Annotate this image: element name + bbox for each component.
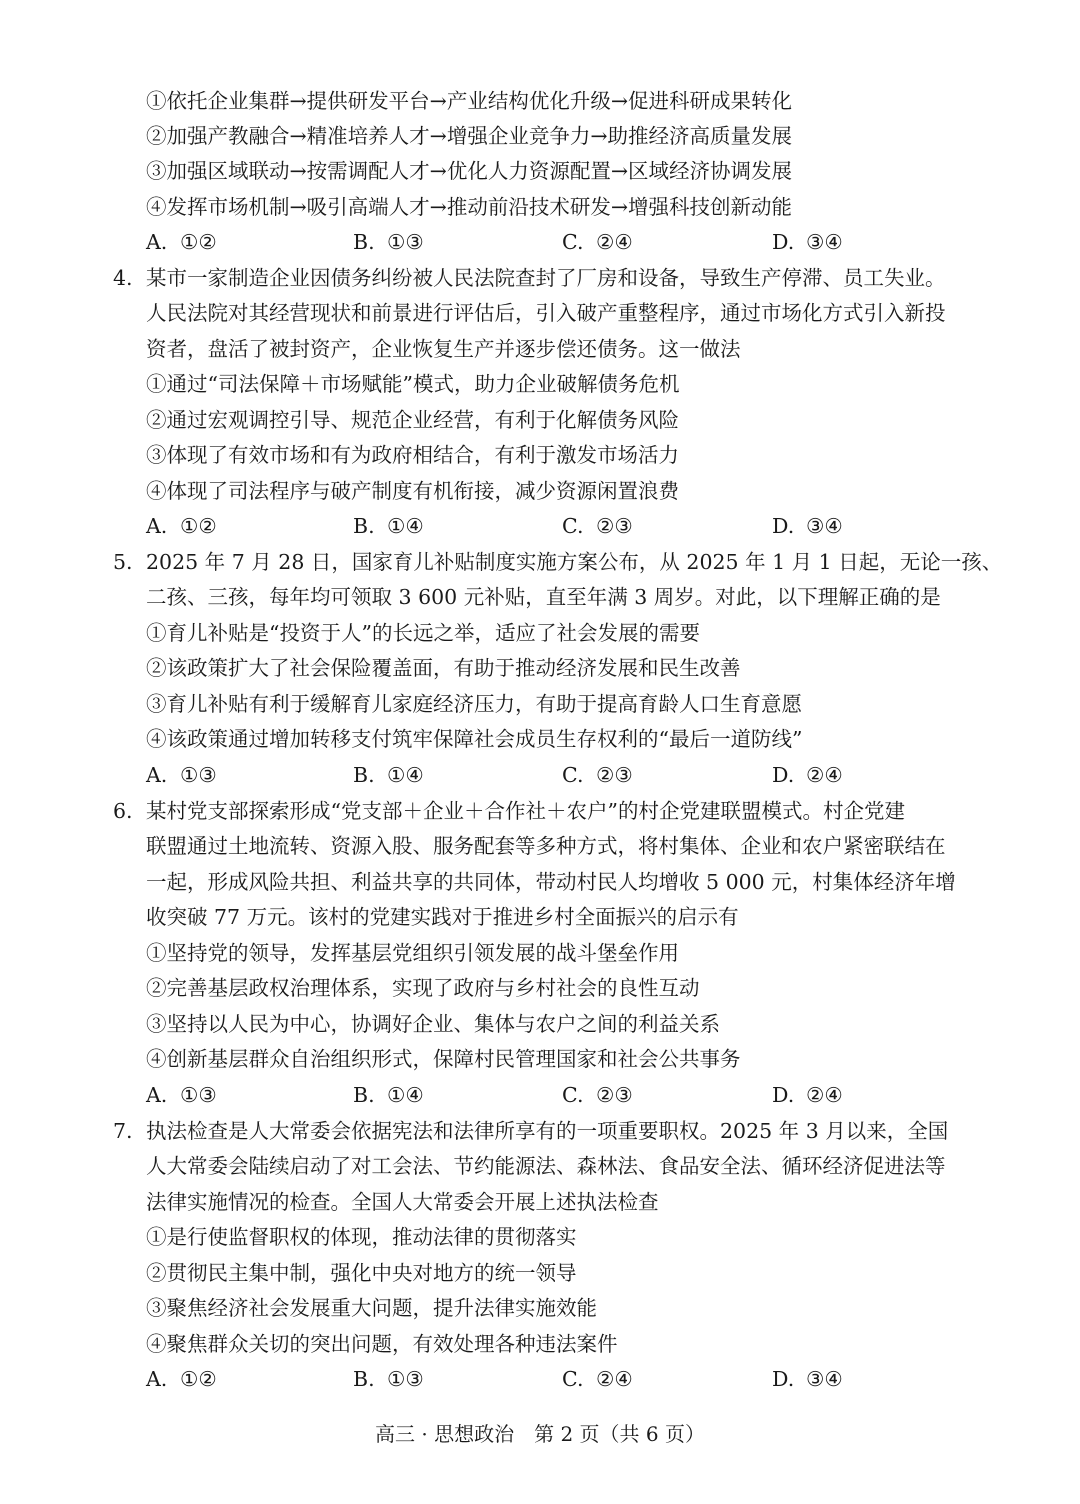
option-d: D. ③④ [772,1367,843,1391]
question-6-stem: 6. 某村党支部探索形成“党支部＋企业＋合作社＋农户”的村企党建联盟模式。村企党建 [113,799,905,823]
statement-line: ②完善基层政权治理体系，实现了政府与乡村社会的良性互动 [146,976,700,1000]
option-a: A. ①② [146,230,217,254]
statement-line: ④创新基层群众自治组织形式，保障村民管理国家和社会公共事务 [146,1047,741,1071]
statement-line: ②加强产教融合→精准培养人才→增强企业竞争力→助推经济高质量发展 [146,124,793,148]
statement-line: ④该政策通过增加转移支付筑牢保障社会成员生存权利的“最后一道防线” [146,727,803,751]
statement-line: ④聚焦群众关切的突出问题，有效处理各种违法案件 [146,1332,618,1356]
option-c: C. ②④ [562,1367,633,1391]
option-a: A. ①③ [146,763,217,787]
statement-line: ③育儿补贴有利于缓解育儿家庭经济压力，有助于提高育龄人口生育意愿 [146,692,802,716]
stem-line: 人大常委会陆续启动了对工会法、节约能源法、森林法、食品安全法、循环经济促进法等 [146,1154,946,1178]
statement-line: ①育儿补贴是“投资于人”的长远之举，适应了社会发展的需要 [146,621,700,645]
stem-line: 二孩、三孩，每年均可领取 3 600 元补贴，直至年满 3 周岁。对此，以下理解正确的是 [146,585,941,609]
option-a: A. ①③ [146,1083,217,1107]
statement-line: ④体现了司法程序与破产制度有机衔接，减少资源闲置浪费 [146,479,679,503]
answer-options [146,1364,866,1394]
statement-line: ④发挥市场机制→吸引高端人才→推动前沿技术研发→增强科技创新动能 [146,195,793,219]
statement-line: ①是行使监督职权的体现，推动法律的贯彻落实 [146,1225,577,1249]
statement-line: ③聚焦经济社会发展重大问题，提升法律实施效能 [146,1296,597,1320]
question-7-stem: 7. 执法检查是人大常委会依据宪法和法律所享有的一项重要职权。2025 年 3 月以来，全国 [113,1119,949,1143]
stem-line: 联盟通过土地流转、资源入股、服务配套等多种方式，将村集体、企业和农户紧密联结在 [146,834,946,858]
option-d: D. ②④ [772,763,843,787]
option-c: C. ②③ [562,763,633,787]
question-4-stem: 4. 某市一家制造企业因债务纠纷被人民法院查封了厂房和设备，导致生产停滞、员工失业。 [113,266,946,290]
statement-line: ③坚持以人民为中心，协调好企业、集体与农户之间的利益关系 [146,1012,720,1036]
option-a: A. ①② [146,1367,217,1391]
option-a: A. ①② [146,514,217,538]
answer-options [146,227,866,257]
stem-line: 一起，形成风险共担、利益共享的共同体，带动村民人均增收 5 000 元，村集体经济年增 [146,870,956,894]
statement-line: ②贯彻民主集中制，强化中央对地方的统一领导 [146,1261,577,1285]
option-b: B. ①③ [353,230,424,254]
question-5-stem: 5. 2025 年 7 月 28 日，国家育儿补贴制度实施方案公布，从 2025 年 1 月 1 日起，无论一孩、 [113,550,1003,574]
option-b: B. ①④ [353,514,424,538]
stem-line: 收突破 77 万元。该村的党建实践对于推进乡村全面振兴的启示有 [146,905,739,929]
stem-line: 法律实施情况的检查。全国人大常委会开展上述执法检查 [146,1190,659,1214]
statement-line: ②通过宏观调控引导、规范企业经营，有利于化解债务风险 [146,408,679,432]
option-c: C. ②③ [562,514,633,538]
option-c: C. ②③ [562,1083,633,1107]
statement-line: ①坚持党的领导，发挥基层党组织引领发展的战斗堡垒作用 [146,941,679,965]
option-b: B. ①④ [353,763,424,787]
statement-line: ②该政策扩大了社会保险覆盖面，有助于推动经济发展和民生改善 [146,656,741,680]
answer-options [146,760,866,790]
stem-line: 人民法院对其经营现状和前景进行评估后，引入破产重整程序，通过市场化方式引入新投 [146,301,946,325]
statement-line: ③加强区域联动→按需调配人才→优化人力资源配置→区域经济协调发展 [146,159,793,183]
statement-line: ①依托企业集群→提供研发平台→产业结构优化升级→促进科研成果转化 [146,89,793,113]
answer-options [146,511,866,541]
statement-line: ①通过“司法保障＋市场赋能”模式，助力企业破解债务危机 [146,372,680,396]
option-b: B. ①③ [353,1367,424,1391]
option-b: B. ①④ [353,1083,424,1107]
option-d: D. ②④ [772,1083,843,1107]
answer-options [146,1080,866,1110]
statement-line: ③体现了有效市场和有为政府相结合，有利于激发市场活力 [146,443,679,467]
option-d: D. ③④ [772,514,843,538]
option-c: C. ②④ [562,230,633,254]
option-d: D. ③④ [772,230,843,254]
stem-line: 资者，盘活了被封资产，企业恢复生产并逐步偿还债务。这一做法 [146,337,741,361]
page-footer: 高三 · 思想政治 第 2 页（共 6 页） [375,1422,705,1446]
